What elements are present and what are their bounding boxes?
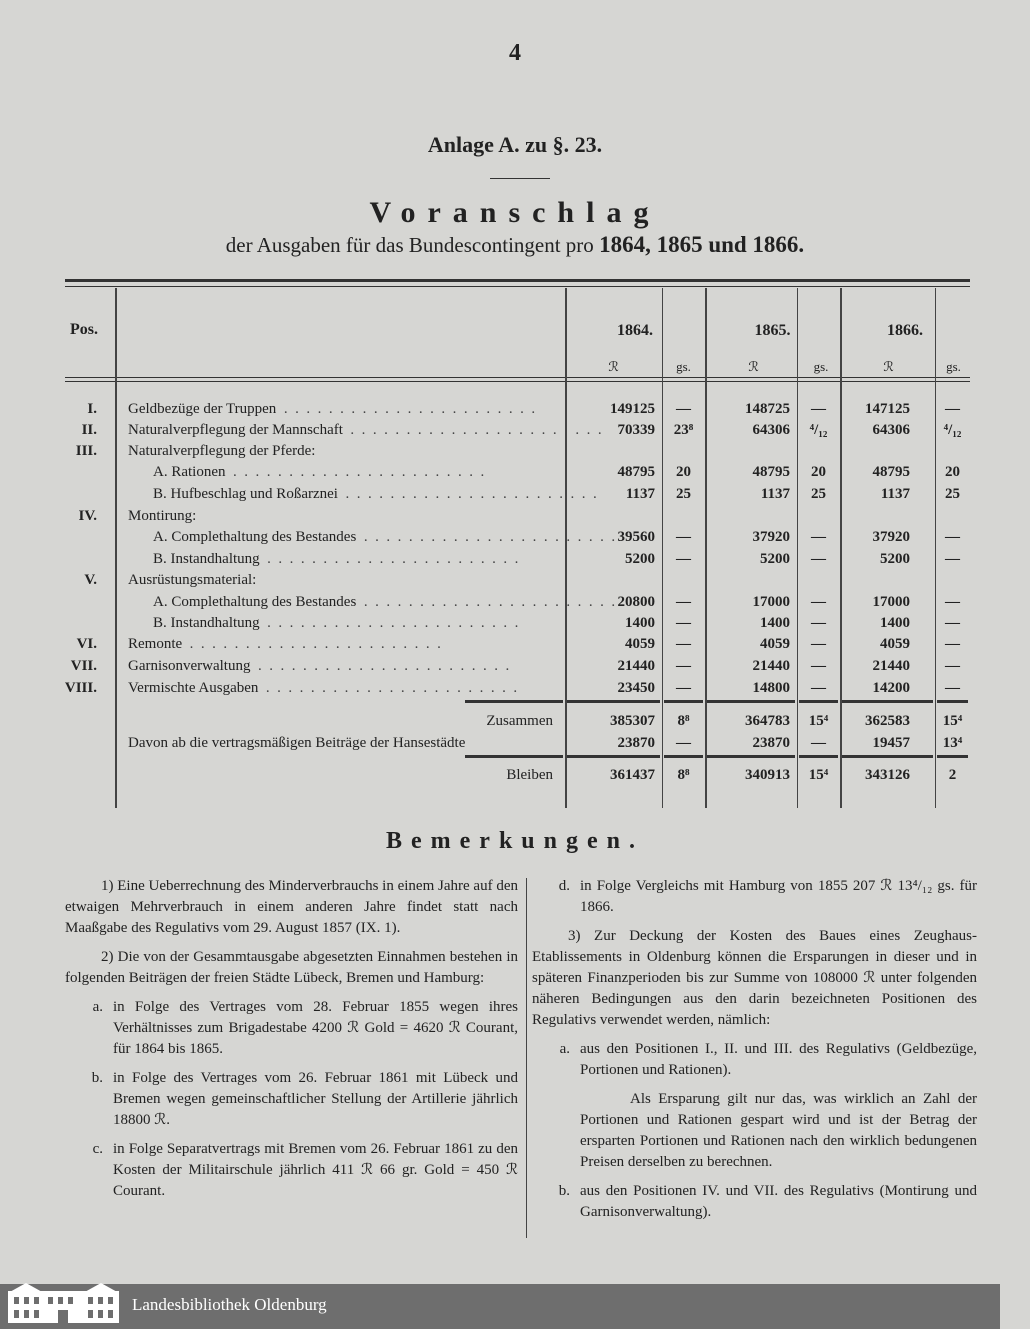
- item-text: in Folge Separatvertrags mit Bremen vom 26. Februar 1861 zu den Kosten der Militairschule jährlich 411 ℛ 66 gr. Gold = 450 ℛ Courant.: [113, 1141, 518, 1199]
- amount-cell: 48795: [872, 464, 910, 480]
- amount-cell: 25: [676, 486, 691, 502]
- amount-cell: 20800: [617, 594, 655, 610]
- label-text: Geldbezüge der Truppen: [128, 401, 277, 417]
- amount-cell: 20: [811, 464, 826, 480]
- amount-cell: 13⁴: [942, 735, 963, 751]
- amount-cell: 70339: [617, 422, 655, 438]
- amount-cell: —: [945, 551, 960, 567]
- label-text: B. Instandhaltung: [153, 615, 260, 631]
- amount-cell: 5200: [760, 551, 790, 567]
- amount-cell: 23870: [752, 735, 790, 751]
- header-rule: [65, 381, 970, 382]
- label-text: Vermischte Ausgaben: [128, 680, 259, 696]
- amount-cell: 37920: [872, 529, 910, 545]
- amount-cell: 4059: [880, 636, 910, 652]
- row-label: Naturalverpflegung der Mannschaft . . . . . . . . . . . . . . . . . . . . . . .: [128, 422, 602, 438]
- sum-rule: [842, 700, 933, 703]
- row-label: Geldbezüge der Truppen . . . . . . . . . . . . . . . . . . . . . . .: [128, 401, 536, 417]
- item-text: in Folge des Vertrages vom 28. Februar 1855 wegen ihres Verhältnisses zum Brigadestabe 4200 ℛ Gold = 4620 ℛ Courant, für 1864 bis 1865.: [113, 999, 518, 1057]
- amount-cell: 23450: [617, 680, 655, 696]
- amount-cell: 148725: [745, 401, 790, 417]
- sum-rule: [664, 700, 703, 703]
- amount-cell: 8⁸: [677, 713, 690, 729]
- label-text: Ausrüstungsmaterial:: [128, 572, 257, 588]
- subtitle-text: der Ausgaben für das Bundescontingent pro: [225, 233, 594, 257]
- column-rule: [115, 288, 117, 808]
- remark-2: 2) Die von der Gesammtausgabe abgesetzten Einnahmen bestehen in folgenden Beiträgen der freien Städte Lübeck, Bremen und Hamburg:: [65, 949, 518, 986]
- position-number: II.: [81, 422, 97, 438]
- amount-cell: 1400: [880, 615, 910, 631]
- amount-cell: ⁴/₁₂: [809, 422, 828, 438]
- label-text: A. Complethaltung des Bestandes: [153, 529, 357, 545]
- pos-header: Pos.: [70, 321, 98, 338]
- position-number: VIII.: [64, 680, 97, 696]
- amount-cell: —: [945, 680, 960, 696]
- library-building-icon: [6, 1283, 121, 1323]
- item-key: b.: [558, 1183, 570, 1199]
- remarks-heading: Bemerkungen.: [386, 828, 644, 854]
- amount-cell: 4059: [625, 636, 655, 652]
- amount-cell: 19457: [872, 735, 910, 751]
- amount-cell: 8⁸: [677, 767, 690, 783]
- amount-cell: 17000: [872, 594, 910, 610]
- amount-cell: 385307: [610, 713, 655, 729]
- groschen-unit: gs.: [676, 359, 691, 374]
- thaler-unit: ℛ: [883, 359, 894, 374]
- year-header: 1865.: [754, 322, 791, 339]
- amount-cell: 15⁴: [808, 767, 829, 783]
- label-text: Naturalverpflegung der Mannschaft: [128, 422, 343, 438]
- amount-cell: 364783: [745, 713, 790, 729]
- amount-cell: 340913: [745, 767, 790, 783]
- amount-cell: 5200: [880, 551, 910, 567]
- amount-cell: 1400: [760, 615, 790, 631]
- table-top-rule: [65, 286, 970, 287]
- amount-cell: 39560: [617, 529, 655, 545]
- amount-cell: 149125: [610, 401, 655, 417]
- amount-cell: —: [676, 658, 691, 674]
- amount-cell: 25: [945, 486, 960, 502]
- page-subtitle: [0, 232, 1030, 258]
- total-label: Davon ab die vertragsmäßigen Beiträge der Hansestädte: [128, 735, 466, 751]
- label-text: A. Rationen: [153, 464, 226, 480]
- amount-cell: 37920: [752, 529, 790, 545]
- remark-3: 3) Zur Deckung der Kosten des Baues eines Zeughaus-Etablissements in Oldenburg können die Ersparungen in dieser und in späteren Finanzperioden bis zur Summe von 108000 ℛ unter folgenden näheren Bedingungen aus den darin bezeichneten Positionen des Regulativs verwendet werden, nämlich:: [532, 928, 977, 1028]
- item-text: aus den Positionen IV. und VII. des Regulativs (Montirung und Garnisonverwaltung).: [580, 1183, 977, 1220]
- amount-cell: —: [945, 529, 960, 545]
- item-key: c.: [92, 1141, 103, 1157]
- amount-cell: —: [676, 529, 691, 545]
- thaler-unit: ℛ: [608, 359, 619, 374]
- sum-rule: [567, 755, 660, 758]
- row-label: Vermischte Ausgaben . . . . . . . . . . . . . . . . . . . . . . .: [128, 680, 518, 696]
- label-text: Naturalverpflegung der Pferde:: [128, 443, 316, 459]
- amount-cell: 21440: [752, 658, 790, 674]
- amount-cell: 23870: [617, 735, 655, 751]
- row-label: [128, 570, 553, 590]
- amount-cell: 1137: [625, 486, 655, 502]
- amount-cell: —: [676, 551, 691, 567]
- amount-cell: 48795: [617, 464, 655, 480]
- amount-cell: 64306: [752, 422, 790, 438]
- amount-cell: 1400: [625, 615, 655, 631]
- amount-cell: —: [676, 594, 691, 610]
- remark-3-item: [532, 1181, 977, 1223]
- row-label: A. Complethaltung des Bestandes . . . . . . . . . . . . . . . . . . . . . . .: [153, 529, 616, 545]
- item-key: a.: [559, 1041, 570, 1057]
- sum-rule: [664, 755, 703, 758]
- page-title: Voranschlag: [369, 196, 661, 229]
- sum-rule: [799, 700, 838, 703]
- amount-cell: —: [676, 401, 691, 417]
- sum-rule: [937, 700, 968, 703]
- amount-cell: 21440: [617, 658, 655, 674]
- label-text: B. Hufbeschlag und Roßarznei: [153, 486, 338, 502]
- amount-cell: 14200: [872, 680, 910, 696]
- amount-cell: —: [811, 594, 826, 610]
- sum-rule: [707, 700, 795, 703]
- remark-2-item: [65, 997, 518, 1060]
- item-key: a.: [92, 999, 103, 1015]
- total-label: Zusammen: [486, 713, 553, 729]
- amount-cell: —: [811, 529, 826, 545]
- remark-2-item: [532, 876, 977, 918]
- remarks-right-column: [532, 876, 977, 1231]
- sum-rule: [707, 755, 795, 758]
- label-text: Montirung:: [128, 508, 197, 524]
- sum-rule: [842, 755, 933, 758]
- thaler-unit: ℛ: [748, 359, 759, 374]
- amount-cell: —: [945, 615, 960, 631]
- amount-cell: —: [945, 658, 960, 674]
- amount-cell: —: [811, 636, 826, 652]
- position-number: IV.: [78, 508, 97, 524]
- amount-cell: 17000: [752, 594, 790, 610]
- amount-cell: 48795: [752, 464, 790, 480]
- row-label: Remonte . . . . . . . . . . . . . . . . . . . . . . .: [128, 636, 441, 652]
- amount-cell: —: [945, 636, 960, 652]
- label-text: B. Instandhaltung: [153, 551, 260, 567]
- amount-cell: 64306: [872, 422, 910, 438]
- amount-cell: —: [676, 615, 691, 631]
- column-divider: [526, 878, 527, 1238]
- divider: [490, 178, 550, 179]
- amount-cell: —: [811, 735, 826, 751]
- sum-rule: [567, 700, 660, 703]
- item-text: aus den Positionen I., II. und III. des Regulativs (Geldbezüge, Portionen und Rationen).: [580, 1041, 977, 1078]
- sum-rule: [465, 755, 563, 758]
- total-label: Bleiben: [506, 767, 553, 783]
- remarks-left-column: [65, 876, 518, 1210]
- amount-cell: 4059: [760, 636, 790, 652]
- label-text: Garnisonverwaltung: [128, 658, 251, 674]
- row-label: [128, 506, 553, 526]
- amount-cell: 23⁸: [673, 422, 694, 438]
- groschen-unit: gs.: [946, 359, 961, 374]
- amount-cell: 25: [811, 486, 826, 502]
- amount-cell: 20: [676, 464, 691, 480]
- position-number: III.: [75, 443, 97, 459]
- amount-cell: 1137: [880, 486, 910, 502]
- amount-cell: 15⁴: [942, 713, 963, 729]
- row-label: B. Hufbeschlag und Roßarznei . . . . . . . . . . . . . . . . . . . . . . .: [153, 486, 597, 502]
- amount-cell: —: [811, 680, 826, 696]
- row-label: A. Rationen . . . . . . . . . . . . . . . . . . . . . . .: [153, 464, 485, 480]
- amount-cell: —: [945, 401, 960, 417]
- position-number: I.: [87, 401, 97, 417]
- sum-rule: [465, 700, 563, 703]
- amount-cell: 1137: [760, 486, 790, 502]
- item-key: d.: [558, 878, 570, 894]
- amount-cell: 20: [945, 464, 960, 480]
- remark-3-item: [532, 1039, 977, 1173]
- item-key: b.: [91, 1070, 103, 1086]
- position-number: VI.: [76, 636, 97, 652]
- remark-1: 1) Eine Ueberrechnung des Minderverbrauchs in einem Jahre auf den etwaigen Mehrverbrauch in einem anderen Jahre findet statt nach Maaßgabe des Regulativs vom 29. August 1857 (IX. 1).: [65, 878, 518, 936]
- row-label: A. Complethaltung des Bestandes . . . . . . . . . . . . . . . . . . . . . . .: [153, 594, 616, 610]
- label-text: Remonte: [128, 636, 183, 652]
- item-note: Als Ersparung gilt nur das, was wirklich an Zahl der Portionen und Rationen gespart wird und ist der Betrag der ersparten Portionen und Rationen nach den wirklich bedungenen Preisen derselben zu berechnen.: [580, 1091, 977, 1170]
- row-label: [128, 441, 553, 461]
- sum-rule: [937, 755, 968, 758]
- amount-cell: —: [811, 401, 826, 417]
- sum-rule: [799, 755, 838, 758]
- remark-2-item: [65, 1068, 518, 1131]
- header-rule: [65, 377, 970, 378]
- table-top-rule: [65, 279, 970, 282]
- label-text: A. Complethaltung des Bestandes: [153, 594, 357, 610]
- amount-cell: —: [676, 680, 691, 696]
- amount-cell: 21440: [872, 658, 910, 674]
- position-number: V.: [84, 572, 97, 588]
- appendix-heading: Anlage A. zu §. 23.: [427, 132, 603, 157]
- row-label: B. Instandhaltung . . . . . . . . . . . . . . . . . . . . . . .: [153, 551, 519, 567]
- amount-cell: —: [811, 615, 826, 631]
- amount-cell: 362583: [865, 713, 910, 729]
- amount-cell: 147125: [865, 401, 910, 417]
- subtitle-years: 1864, 1865 und 1866.: [599, 232, 805, 257]
- amount-cell: 5200: [625, 551, 655, 567]
- amount-cell: 14800: [752, 680, 790, 696]
- item-text: in Folge Vergleichs mit Hamburg von 1855 207 ℛ 13⁴/₁₂ gs. für 1866.: [580, 878, 977, 915]
- amount-cell: 361437: [610, 767, 655, 783]
- amount-cell: 343126: [865, 767, 910, 783]
- row-label: Garnisonverwaltung . . . . . . . . . . . . . . . . . . . . . . .: [128, 658, 510, 674]
- amount-cell: —: [811, 551, 826, 567]
- year-header: 1864.: [617, 322, 653, 339]
- amount-cell: ⁴/₁₂: [943, 422, 962, 438]
- amount-cell: 15⁴: [808, 713, 829, 729]
- remark-2-item: [65, 1139, 518, 1202]
- row-label: B. Instandhaltung . . . . . . . . . . . . . . . . . . . . . . .: [153, 615, 519, 631]
- groschen-unit: gs.: [813, 359, 829, 374]
- year-header: 1866.: [887, 322, 923, 339]
- amount-cell: —: [676, 735, 691, 751]
- library-name: Landesbibliothek Oldenburg: [132, 1295, 327, 1314]
- amount-cell: 2: [948, 767, 957, 783]
- page-number: 4: [509, 40, 521, 66]
- amount-cell: —: [945, 594, 960, 610]
- item-text: in Folge des Vertrages vom 26. Februar 1861 mit Lübeck und Bremen wegen gemeinschaftlicher Stellung der Artillerie jährlich 18800 ℛ.: [113, 1070, 518, 1128]
- amount-cell: —: [811, 658, 826, 674]
- amount-cell: —: [676, 636, 691, 652]
- item-body: [580, 1039, 977, 1173]
- position-number: VII.: [70, 658, 97, 674]
